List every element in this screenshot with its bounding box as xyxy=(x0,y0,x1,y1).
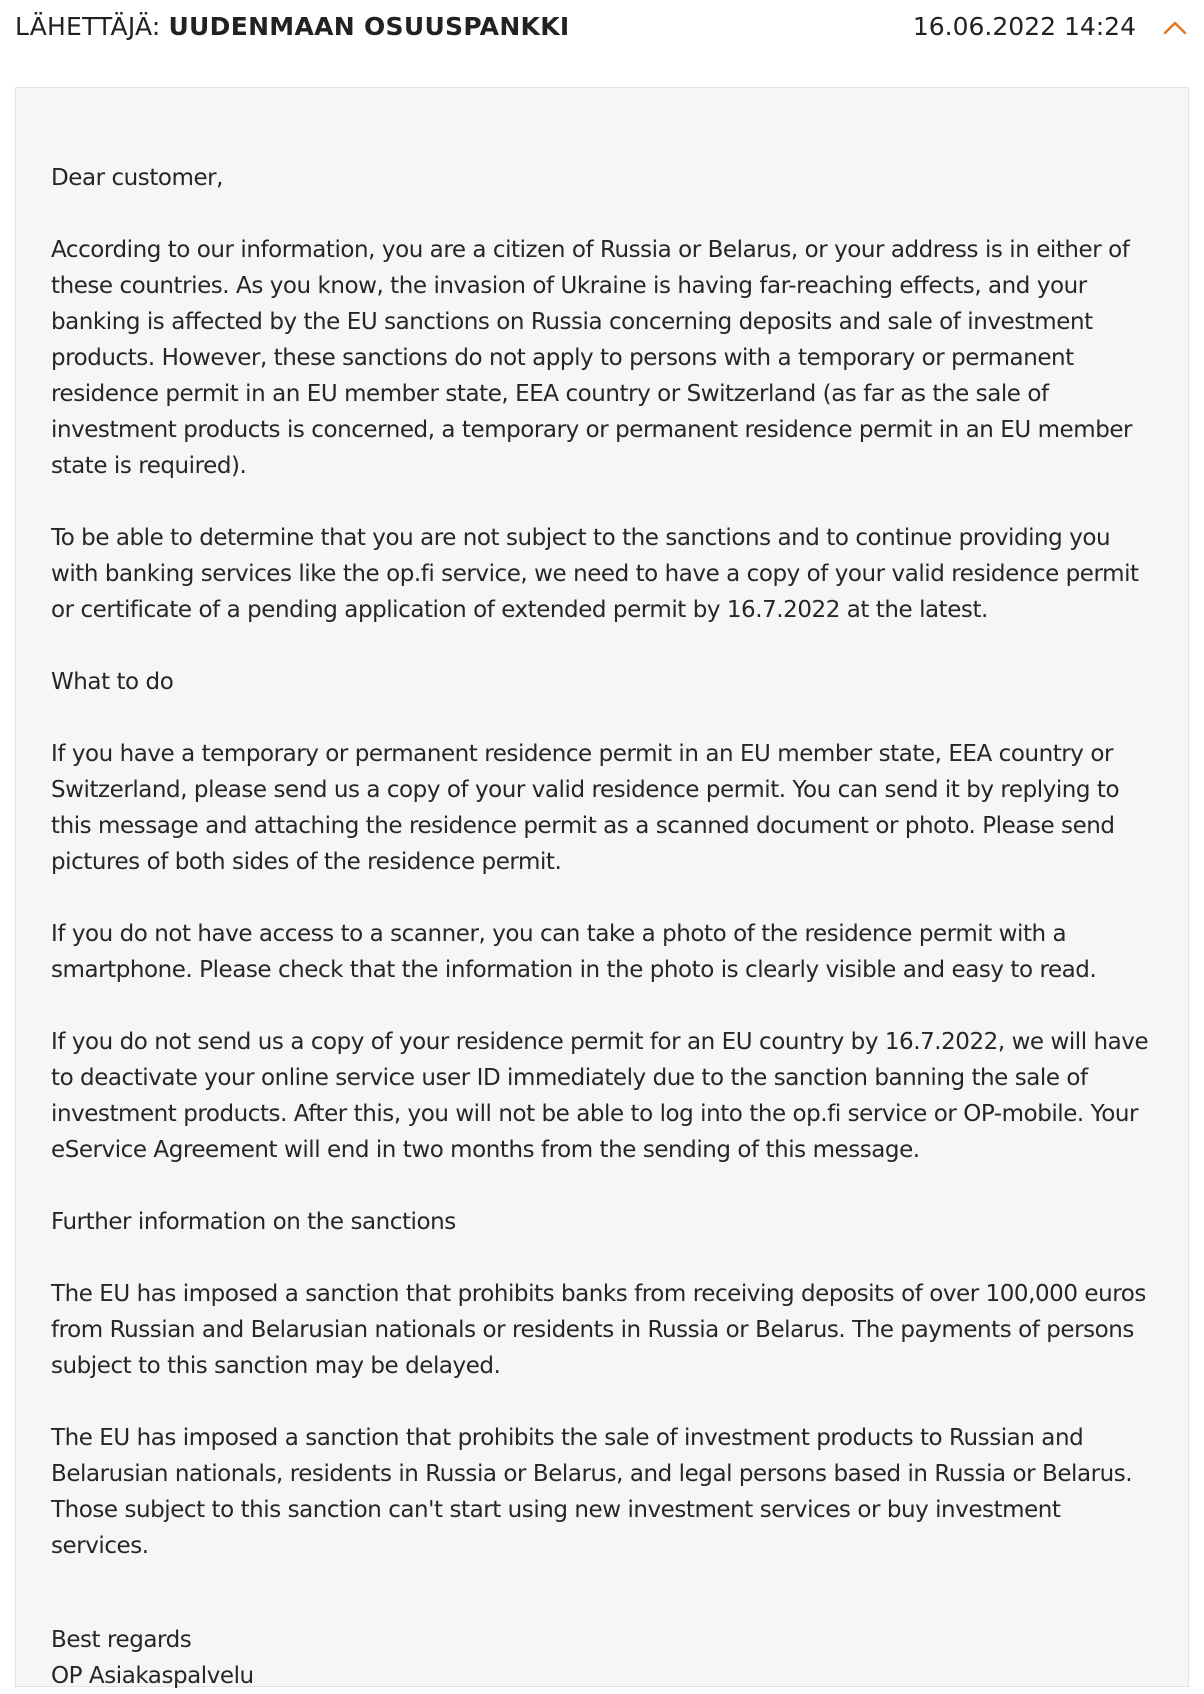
message-date: 16.06.2022 14:24 xyxy=(912,12,1136,41)
signature: OP Asiakaspalvelu xyxy=(51,1663,254,1689)
sender xyxy=(15,10,570,44)
paragraph-deposit-sanction: The EU has imposed a sanction that prohibits banks from receiving deposits of over 100,000 euros from Russian and Belarusian nationals or residents in Russia or Belarus. The payments of persons subject to this sanction may be delayed. xyxy=(51,1281,1146,1379)
paragraph-permit-request: To be able to determine that you are not subject to the sanctions and to continue providing you with banking services like the op.fi service, we need to have a copy of your valid residence permit or certificate of a pending application of extended permit by 16.7.2022 at the latest. xyxy=(51,525,1139,623)
paragraph-sanctions-intro: According to our information, you are a citizen of Russia or Belarus, or your address is in either of these countries. As you know, the invasion of Ukraine is having far-reaching effects, and your banking is affected by the EU sanctions on Russia concerning deposits and sale of investment products. However, these sanctions do not apply to persons with a temporary or permanent residence permit in an EU member state, EEA country or Switzerland (as far as the sale of investment products is concerned, a temporary or permanent residence permit in an EU member state is required). xyxy=(51,237,1133,479)
paragraph-deactivation: If you do not send us a copy of your residence permit for an EU country by 16.7.2022, we will have to deactivate your online service user ID immediately due to the sanction banning the sale of investment products. After this, you will not be able to log into the op.fi service or OP-mobile. Your eService Agreement will end in two months from the sending of this message. xyxy=(51,1029,1149,1163)
greeting: Dear customer, xyxy=(51,165,224,191)
message-body xyxy=(51,160,1161,1694)
paragraph-send-copy: If you have a temporary or permanent residence permit in an EU member state, EEA country or Switzerland, please send us a copy of your valid residence permit. You can send it by replying to this message and attaching the residence permit as a scanned document or photo. Please send pictures of both sides of the residence permit. xyxy=(51,741,1120,875)
chevron-up-icon xyxy=(1162,16,1188,40)
heading-what-to-do: What to do xyxy=(51,669,174,695)
sender-name: UUDENMAAN OSUUSPANKKI xyxy=(168,12,570,41)
paragraph-smartphone-photo: If you do not have access to a scanner, you can take a photo of the residence permit with a smartphone. Please check that the information in the photo is clearly visible and easy to read. xyxy=(51,921,1097,983)
heading-further-information: Further information on the sanctions xyxy=(51,1209,456,1235)
message-header xyxy=(15,0,1191,56)
closing-text: Best regards xyxy=(51,1627,192,1653)
paragraph-investment-sanction: The EU has imposed a sanction that prohibits the sale of investment products to Russian and Belarusian nationals, residents in Russia or Belarus, and legal persons based in Russia or Belarus. Those subject to this sanction can't start using new investment services or buy investment services. xyxy=(51,1425,1133,1559)
closing xyxy=(51,1622,1161,1694)
message-card xyxy=(15,87,1189,1687)
collapse-button[interactable] xyxy=(1162,16,1188,40)
sender-label: LÄHETTÄJÄ: xyxy=(15,12,161,41)
